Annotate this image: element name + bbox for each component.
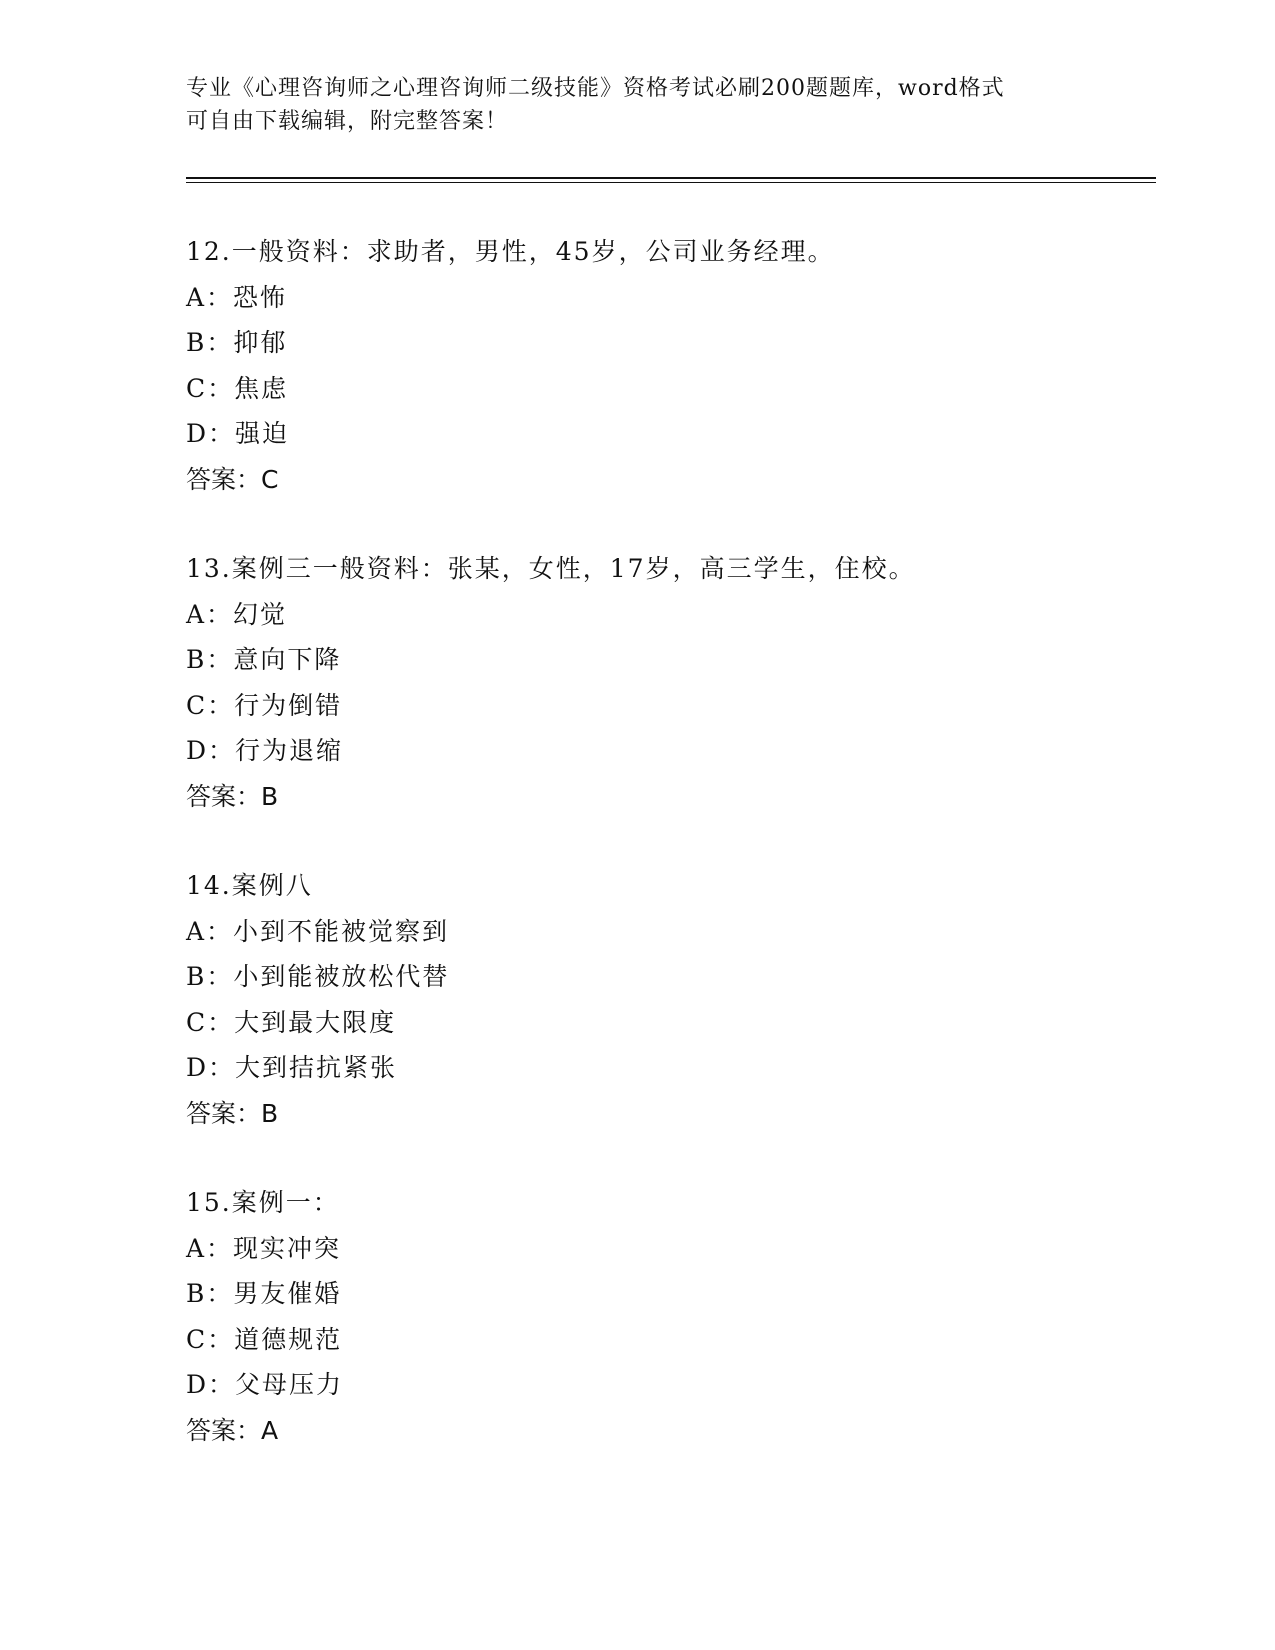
option-d: D：行为退缩: [186, 736, 344, 765]
option-a: A：现实冲突: [186, 1233, 342, 1263]
option-c: C：大到最大限度: [186, 1007, 397, 1037]
answer: 答案：B: [186, 781, 279, 811]
question-12: [186, 229, 1166, 502]
option-b: B：抑郁: [186, 328, 288, 357]
option-d: D：大到拮抗紧张: [186, 1053, 398, 1082]
question-15: [186, 1180, 1166, 1453]
option-d: D：父母压力: [186, 1370, 344, 1399]
option-b: B：意向下降: [186, 645, 342, 674]
option-a: A：幻觉: [186, 599, 288, 629]
option-b: B：小到能被放松代替: [186, 962, 450, 991]
answer: 答案：C: [186, 464, 279, 494]
header-divider-thick: [186, 177, 1156, 179]
header-line-2: 可自由下载编辑，附完整答案！: [186, 109, 509, 134]
header-divider-thin: [186, 182, 1156, 183]
option-a: A：小到不能被觉察到: [186, 916, 450, 946]
question-title: 15.案例一：: [186, 1188, 340, 1217]
document-header: [186, 72, 1086, 138]
question-14: [186, 863, 1166, 1136]
question-title: 12.一般资料：求助者，男性，45岁，公司业务经理。: [186, 237, 835, 266]
answer: 答案：A: [186, 1415, 279, 1445]
answer: 答案：B: [186, 1098, 279, 1128]
option-b: B：男友催婚: [186, 1279, 342, 1308]
option-c: C：行为倒错: [186, 690, 343, 720]
option-d: D：强迫: [186, 419, 290, 448]
option-c: C：焦虑: [186, 373, 289, 403]
question-title: 13.案例三一般资料：张某，女性，17岁，高三学生，住校。: [186, 554, 916, 583]
header-line-1: 专业《心理咨询师之心理咨询师二级技能》资格考试必刷200题题库，word格式: [186, 76, 1005, 101]
question-title: 14.案例八: [186, 871, 313, 900]
option-a: A：恐怖: [186, 282, 288, 312]
option-c: C：道德规范: [186, 1324, 343, 1354]
question-13: [186, 546, 1166, 819]
